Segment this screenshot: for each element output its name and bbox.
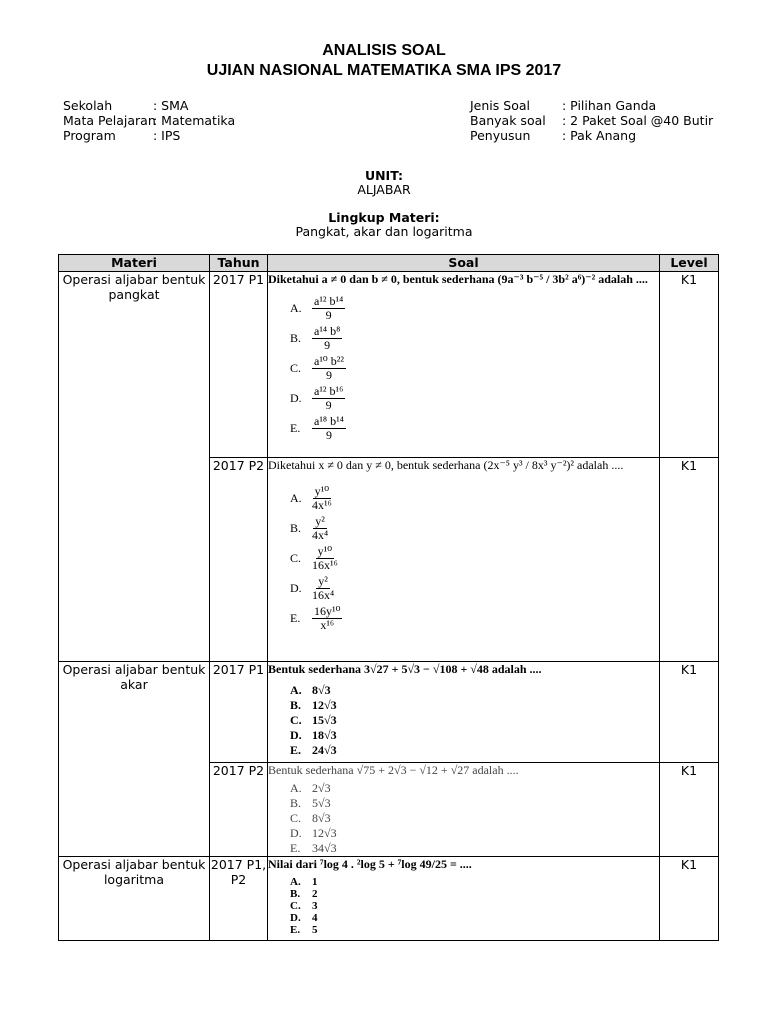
option: A. $\frac{\text{a¹² b¹⁴}}{9}$ [290, 293, 344, 322]
lingkup-value: Pangkat, akar dan logaritma [295, 224, 473, 239]
soal-cell [268, 857, 660, 941]
tahun-cell: 2017 P2 [210, 763, 268, 857]
materi-cell: Operasi aljabar bentuk akar [59, 662, 210, 857]
table-row [59, 857, 719, 941]
meta-value: : IPS [153, 128, 181, 143]
tahun-cell: 2017 P1 [210, 662, 268, 763]
option: B. $\frac{\text{a¹⁴ b⁸}}{9}$ [290, 323, 341, 352]
question-text: Bentuk sederhana 3√27 + 5√3 − √108 + √48 adalah .... [268, 662, 542, 676]
level-cell: K1 [660, 458, 719, 662]
option: D. $\frac{\text{y²}}{\text{16x⁴}}$ [290, 573, 335, 602]
table-row [59, 272, 719, 458]
meta-key: Jenis Soal [470, 98, 530, 113]
option: E. 34√3 [290, 841, 337, 855]
option: E. 5 [290, 924, 318, 936]
option: C. 15√3 [290, 713, 337, 727]
soal-cell [268, 662, 660, 763]
header-soal: Soal [268, 255, 660, 272]
level-cell: K1 [660, 763, 719, 857]
meta-value: : Pilihan Ganda [562, 98, 657, 113]
option: D. 4 [290, 912, 318, 924]
soal-cell [268, 763, 660, 857]
tahun-cell: 2017 P1 [210, 272, 268, 458]
lingkup-label: Lingkup Materi: [328, 210, 440, 225]
meta-key: Sekolah [63, 98, 113, 113]
option: C. $\frac{\text{a¹⁰ b²²}}{9}$ [290, 353, 344, 382]
analysis-table [58, 254, 719, 941]
tahun-cell: 2017 P1, P2 [210, 857, 268, 941]
option: B. 2 [290, 888, 318, 900]
option: E. $\frac{\text{16y¹⁰}}{\text{x¹⁶}}$ [290, 603, 341, 632]
meta-value: : SMA [153, 98, 189, 113]
unit-value: ALJABAR [357, 182, 411, 197]
table-header-row [59, 255, 719, 272]
option: B. 12√3 [290, 698, 337, 712]
level-cell: K1 [660, 272, 719, 458]
option: C. 8√3 [290, 811, 331, 825]
meta-key: Penyusun [470, 128, 531, 143]
meta-left [63, 98, 235, 143]
level-cell: K1 [660, 857, 719, 941]
option: A. 1 [290, 876, 318, 888]
doc-title: ANALISIS SOAL [322, 42, 446, 59]
option: E. 24√3 [290, 743, 337, 757]
meta-value: : Pak Anang [562, 128, 637, 143]
option: A. $\frac{\text{y¹⁰}}{\text{4x¹⁶}}$ [290, 483, 332, 512]
option: C. 3 [290, 900, 318, 912]
option: A. 2√3 [290, 781, 331, 795]
materi-cell: Operasi aljabar bentuk pangkat [59, 272, 210, 662]
materi-cell: Operasi aljabar bentuk logaritma [59, 857, 210, 941]
option: B. 5√3 [290, 796, 331, 810]
option: B. $\frac{\text{y²}}{\text{4x⁴}}$ [290, 513, 329, 542]
option: E. $\frac{\text{a¹⁸ b¹⁴}}{9}$ [290, 413, 344, 442]
option: C. $\frac{\text{y¹⁰}}{\text{16x¹⁶}}$ [290, 543, 338, 572]
option: D. 18√3 [290, 728, 337, 742]
header-level: Level [660, 255, 719, 272]
soal-cell [268, 458, 660, 662]
option: D. 12√3 [290, 826, 337, 840]
meta-value: : 2 Paket Soal @40 Butir [562, 113, 714, 128]
tahun-cell: 2017 P2 [210, 458, 268, 662]
soal-cell [268, 272, 660, 458]
question-text: Diketahui a ≠ 0 dan b ≠ 0, bentuk sederhana (9a⁻³ b⁻⁵ / 3b² a⁶)⁻² adalah .... [268, 272, 648, 286]
level-cell: K1 [660, 662, 719, 763]
meta-right [470, 98, 713, 143]
meta-key: Program [63, 128, 116, 143]
header-materi: Materi [59, 255, 210, 272]
question-text: Bentuk sederhana √75 + 2√3 − √12 + √27 adalah .... [268, 763, 519, 777]
question-text: Diketahui x ≠ 0 dan y ≠ 0, bentuk sederhana (2x⁻⁵ y³ / 8x³ y⁻²)² adalah .... [268, 458, 624, 472]
option: A. 8√3 [290, 683, 331, 697]
question-text: Nilai dari ⁷log 4 . ²log 5 + ⁷log 49/25 = .... [268, 857, 472, 871]
header-tahun: Tahun [210, 255, 268, 272]
meta-value: : Matematika [153, 113, 236, 128]
unit-label: UNIT: [364, 168, 404, 183]
doc-subtitle: UJIAN NASIONAL MATEMATIKA SMA IPS 2017 [206, 62, 562, 79]
meta-key: Mata Pelajaran [63, 113, 156, 128]
option: D. $\frac{\text{a¹² b¹⁶}}{9}$ [290, 383, 344, 412]
meta-key: Banyak soal [470, 113, 546, 128]
table-row [59, 662, 719, 763]
